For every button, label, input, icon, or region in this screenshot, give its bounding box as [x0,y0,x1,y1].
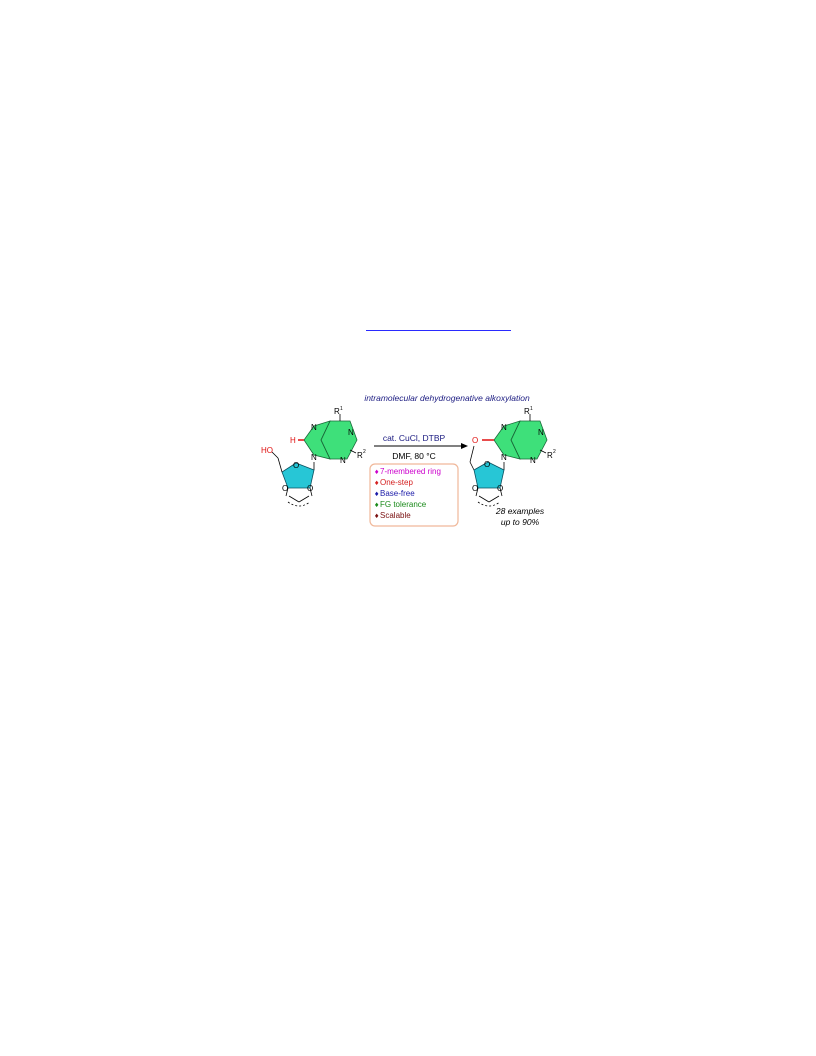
scope-examples: 28 examples [495,506,545,516]
product-bridge-oxygen: O [472,436,479,445]
feature-bullet-icon: ♦ [374,491,380,498]
product-r2-label: R [547,451,553,460]
feature-item: Scalable [380,511,411,520]
product-atom-o-ring: O [484,460,491,469]
starting-material [261,406,366,506]
scope-yield: up to 90% [500,517,540,527]
atom-n-right-bottom: N [340,456,346,465]
feature-item: One-step [380,478,413,487]
r1-label: R [334,407,340,416]
feature-item: 7-membered ring [380,467,441,476]
r2-sup: 2 [363,449,366,455]
scheme-heading: intramolecular dehydrogenative alkoxylation [364,393,530,403]
r1-sup: 1 [340,406,343,412]
product-r1-label: R [524,407,530,416]
product [470,406,556,506]
atom-n-bottom: N [311,453,317,462]
product-r1-sup: 1 [530,406,533,412]
hydroxyl-label: HO [261,446,273,455]
conditions-label: DMF, 80 °C [392,451,436,461]
product-r2-sup: 2 [553,449,556,455]
product-atom-n-top: N [501,423,507,432]
feature-bullet-icon: ♦ [374,502,380,509]
arrow-head [461,443,468,449]
feature-item: Base-free [380,489,415,498]
r2-label: R [357,451,363,460]
atom-o-ring: O [293,461,300,470]
atom-h: H [290,436,296,445]
product-atom-o-left: O [472,484,479,493]
product-atom-n-bottom: N [501,453,507,462]
feature-bullet-icon: ♦ [374,469,380,476]
product-atom-n-right-bottom: N [530,456,536,465]
atom-o-left: O [282,484,289,493]
feature-bullet-icon: ♦ [374,513,380,520]
reagents-label: cat. CuCl, DTBP [382,433,446,443]
atom-n-top: N [311,423,317,432]
atom-o-right: O [307,484,314,493]
product-atom-n-right-top: N [538,428,544,437]
feature-bullet-icon: ♦ [374,480,380,487]
product-atom-o-right: O [497,484,504,493]
feature-item: FG tolerance [380,500,427,509]
atom-n-right-top: N [348,428,354,437]
